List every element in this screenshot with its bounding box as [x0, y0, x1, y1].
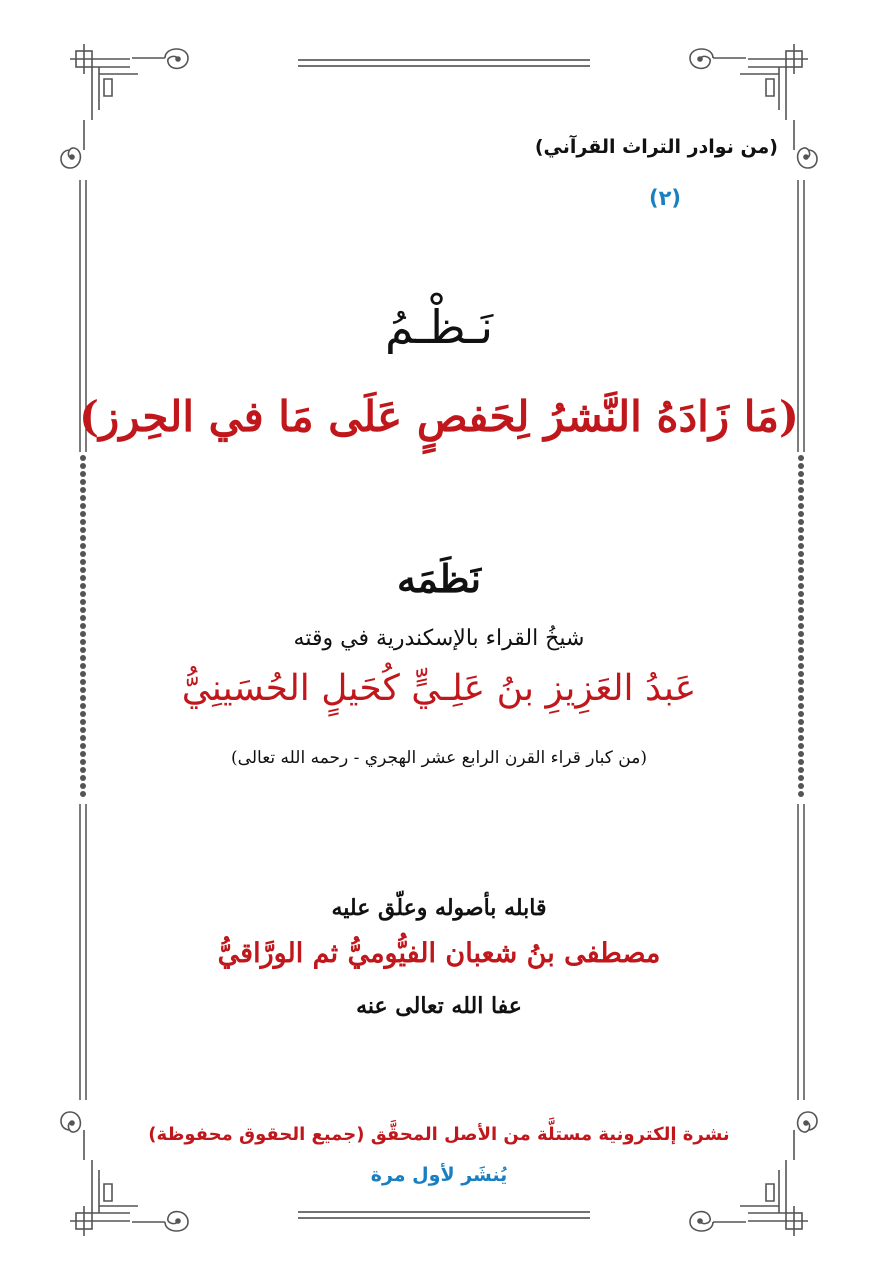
- frame-bead: [80, 527, 86, 533]
- first-publication-note: يُنشَر لأول مرة: [370, 1164, 508, 1186]
- editor-prayer: عفا الله تعالى عنه: [356, 993, 522, 1019]
- frame-bead: [798, 791, 804, 797]
- frame-bead: [80, 607, 86, 613]
- frame-bead: [798, 711, 804, 717]
- frame-bead: [80, 455, 86, 461]
- frame-bead: [80, 735, 86, 741]
- frame-bead: [80, 711, 86, 717]
- frame-bead: [798, 783, 804, 789]
- frame-bead: [798, 727, 804, 733]
- frame-bead: [80, 775, 86, 781]
- frame-bead: [798, 495, 804, 501]
- frame-bead: [798, 535, 804, 541]
- frame-bead: [80, 463, 86, 469]
- series-label: (من نوادر التراث القرآني): [534, 136, 778, 158]
- author-era: (من كبار قراء القرن الرابع عشر الهجري - رحمه الله تعالى): [231, 748, 647, 768]
- frame-bead: [798, 503, 804, 509]
- frame-bead: [80, 471, 86, 477]
- collated-by-label: قابله بأصوله وعلّق عليه: [331, 895, 547, 921]
- frame-bead: [798, 471, 804, 477]
- frame-bead: [80, 655, 86, 661]
- frame-bead: [798, 775, 804, 781]
- nazm-heading: نَـظْـمُ: [384, 300, 494, 354]
- frame-bead: [80, 615, 86, 621]
- series-number: (٢): [648, 186, 682, 210]
- editor-name: مصطفى بنُ شعبان الفيُّوميُّ ثم الورَّاقيُّ: [217, 938, 661, 969]
- frame-bead: [80, 479, 86, 485]
- frame-bead: [798, 615, 804, 621]
- frame-bead: [80, 727, 86, 733]
- main-title: (مَا زَادَهُ النَّشرُ لِحَفصٍ عَلَى مَا في الحِرز): [79, 392, 799, 441]
- frame-bead: [80, 487, 86, 493]
- frame-bead: [80, 495, 86, 501]
- frame-bead: [798, 487, 804, 493]
- frame-bead: [798, 519, 804, 525]
- frame-bead: [80, 783, 86, 789]
- frame-bead: [798, 607, 804, 613]
- frame-bead: [80, 719, 86, 725]
- frame-bead: [80, 511, 86, 517]
- frame-bead: [798, 655, 804, 661]
- frame-bead: [798, 479, 804, 485]
- frame-bead: [798, 511, 804, 517]
- frame-bead: [80, 791, 86, 797]
- author-role: شيخُ القراء بالإسكندرية في وقته: [293, 626, 585, 651]
- author-name: عَبدُ العَزِيزِ بنُ عَلِـيٍّ كُحَيلٍ الحُسَينِيُّ: [181, 668, 697, 709]
- frame-bead: [798, 735, 804, 741]
- frame-bead: [798, 527, 804, 533]
- frame-bead: [798, 455, 804, 461]
- frame-bead: [80, 535, 86, 541]
- frame-bead: [798, 463, 804, 469]
- edition-note: نشرة إلكترونية مستلَّة من الأصل المحقَّق (جميع الحقوق محفوظة): [148, 1124, 730, 1145]
- composed-by-label: نَظَمَه: [396, 556, 482, 601]
- frame-bead: [80, 543, 86, 549]
- frame-bead: [80, 519, 86, 525]
- frame-bead: [798, 719, 804, 725]
- frame-bead: [80, 503, 86, 509]
- frame-bead: [798, 543, 804, 549]
